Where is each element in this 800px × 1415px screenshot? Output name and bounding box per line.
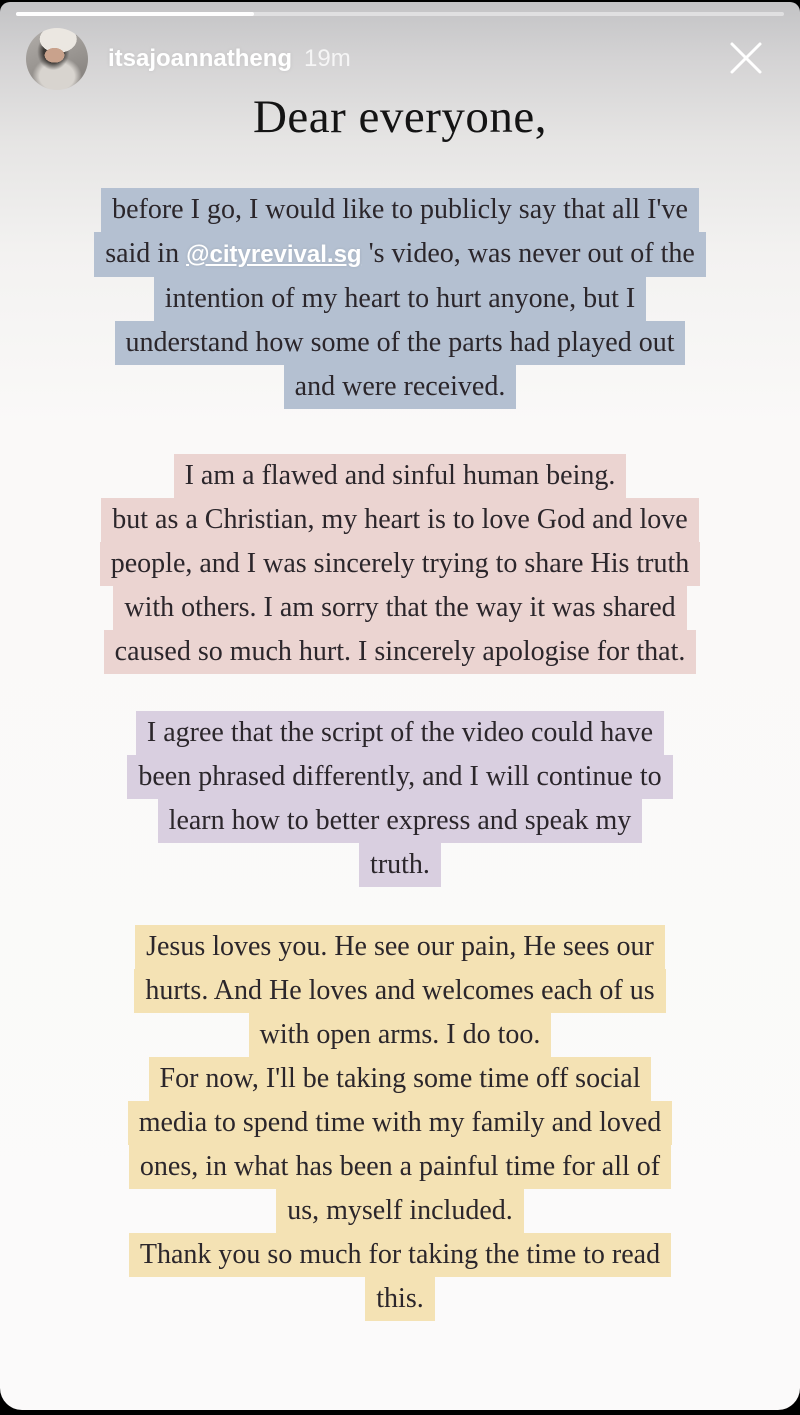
text-line: this.	[365, 1277, 434, 1321]
text-line: learn how to better express and speak my	[158, 799, 643, 843]
text-block-blue	[0, 188, 800, 409]
text-block-lavender	[0, 711, 800, 887]
text-line: but as a Christian, my heart is to love God and love	[101, 498, 698, 542]
text-line: I agree that the script of the video could have	[136, 711, 664, 755]
text-block-yellow	[0, 925, 800, 1321]
text-line: caused so much hurt. I sincerely apologise for that.	[104, 630, 697, 674]
close-button[interactable]	[720, 33, 772, 85]
mention-link[interactable]: @cityrevival.sg	[186, 241, 362, 268]
text-line: I am a flawed and sinful human being.	[174, 454, 627, 498]
story-progress-bar	[16, 12, 784, 16]
close-icon	[724, 36, 768, 83]
text-line: before I go, I would like to publicly say that all I've	[101, 188, 699, 232]
username-link[interactable]: itsajoannatheng	[108, 45, 293, 72]
text-segment: 's video, was never out of the	[361, 238, 695, 269]
text-line: been phrased differently, and I will continue to	[127, 755, 672, 799]
text-line: understand how some of the parts had played out	[115, 321, 686, 365]
text-line: For now, I'll be taking some time off social	[149, 1057, 652, 1101]
text-block-pink	[0, 454, 800, 674]
story-timestamp: 19m	[304, 45, 351, 72]
text-line: hurts. And He loves and welcomes each of us	[134, 969, 665, 1013]
text-line: Jesus loves you. He see our pain, He sees our	[135, 925, 665, 969]
text-line: Thank you so much for taking the time to read	[129, 1233, 671, 1277]
text-line: and were received.	[284, 365, 517, 409]
page-title: Dear everyone,	[252, 91, 548, 143]
text-segment: said in	[105, 238, 187, 269]
text-line: with others. I am sorry that the way it was shared	[113, 586, 686, 630]
text-line: people, and I was sincerely trying to share His truth	[100, 542, 701, 586]
text-line: ones, in what has been a painful time for all of	[129, 1145, 671, 1189]
text-line: media to spend time with my family and loved	[128, 1101, 673, 1145]
avatar[interactable]	[26, 28, 88, 90]
story-card	[0, 2, 800, 1410]
progress-fill	[16, 12, 254, 16]
text-line: truth.	[359, 843, 441, 887]
text-line-with-mention	[94, 232, 706, 277]
text-line: us, myself included.	[276, 1189, 524, 1233]
text-line: with open arms. I do too.	[249, 1013, 552, 1057]
text-line: intention of my heart to hurt anyone, but I	[154, 277, 646, 321]
